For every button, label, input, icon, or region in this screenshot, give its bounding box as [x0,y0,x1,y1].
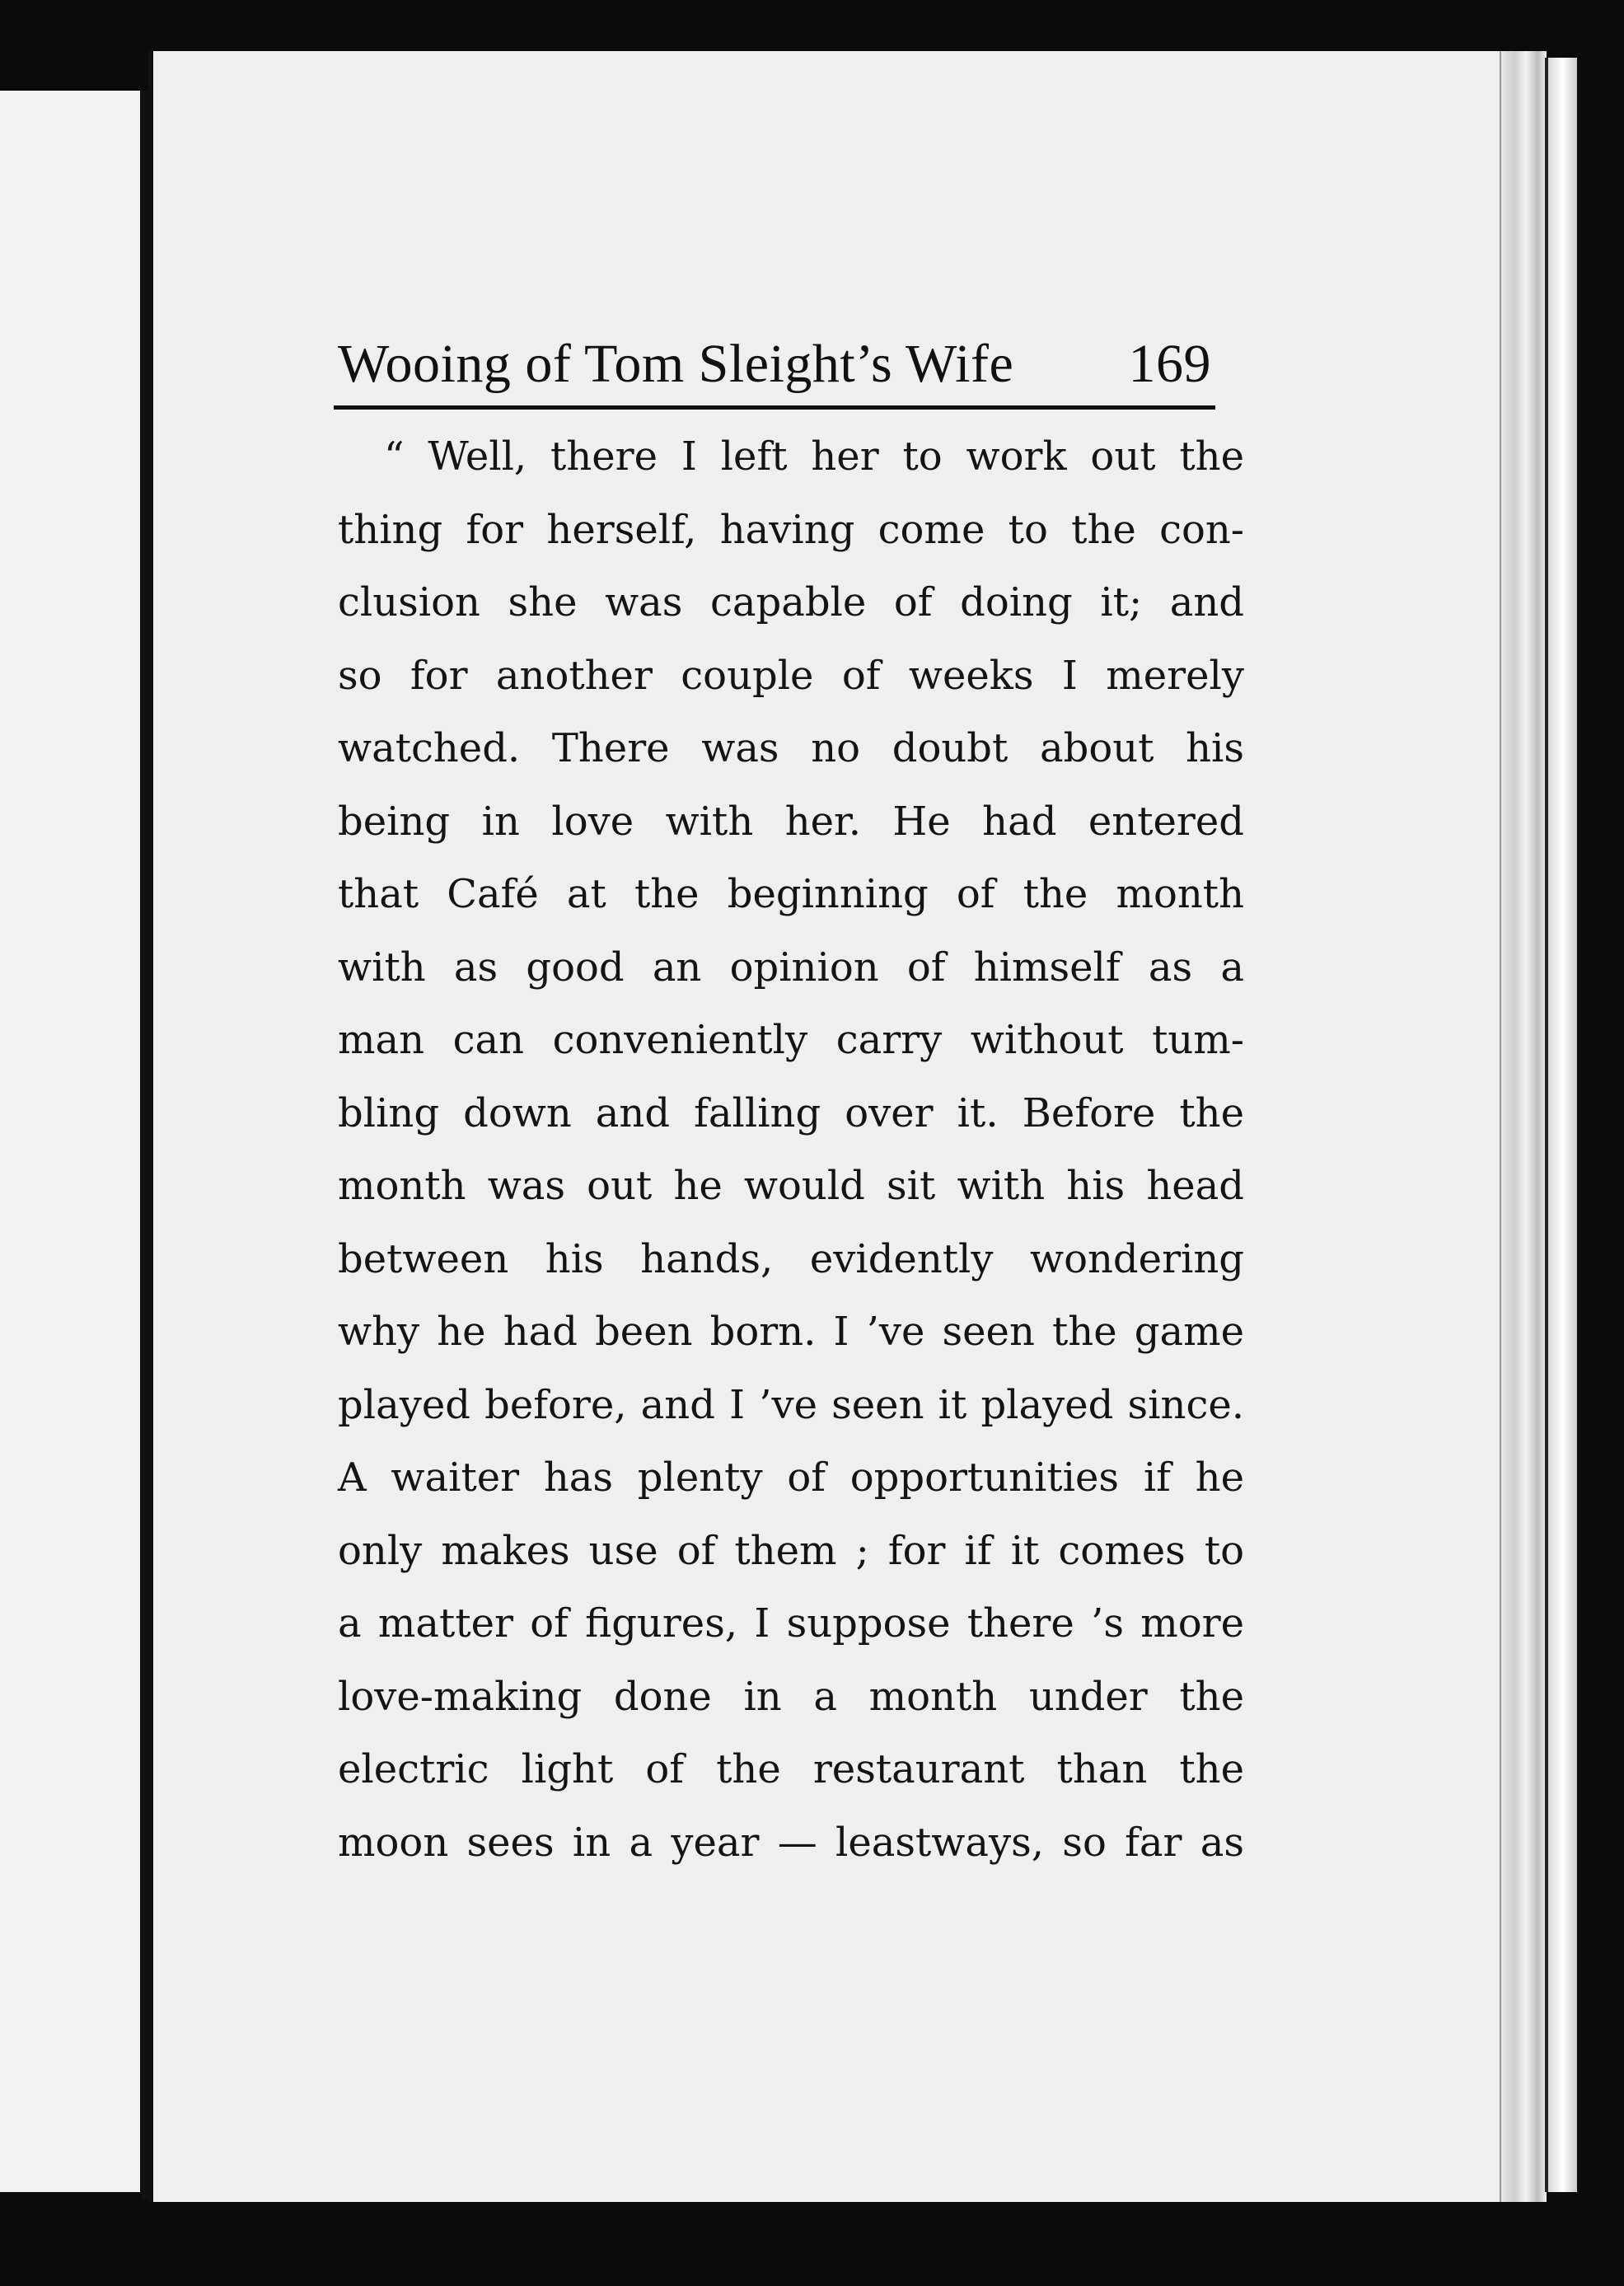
header-rule [334,405,1215,410]
text-line: watched. There was no doubt about his [338,725,1244,771]
text-line: played before, and I ’ve seen it played since. [338,1381,1244,1428]
text-line: electric light of the restaurant than the [338,1746,1244,1792]
text-line: between his hands, evidently wondering [338,1235,1244,1282]
text-line: love-making done in a month under the [338,1673,1244,1720]
book-gutter [142,91,148,2200]
text-line: only makes use of them ; for if it comes to [338,1527,1244,1574]
text-line: “ Well, there I left her to work out the [384,433,1244,480]
page-number: 169 [1128,334,1211,394]
text-line: with as good an opinion of himself as a [338,944,1244,991]
text-line: so for another couple of weeks I merely [338,652,1244,699]
text-line: why he had been born. I ’ve seen the game [338,1309,1244,1355]
text-line: month was out he would sit with his head [338,1163,1244,1209]
text-line: a matter of figures, I suppose there ’s more [338,1600,1244,1647]
running-head [338,297,1211,396]
text-line: that Café at the beginning of the month [338,871,1244,917]
body-text [338,420,1244,1879]
text-line: A waiter has plenty of opportunities if he [338,1455,1244,1501]
page-stack-edge [1500,51,1547,2202]
text-line: clusion she was capable of doing it; and [338,579,1244,625]
text-line: bling down and falling over it. Before the [338,1089,1244,1136]
text-line: moon sees in a year — leastways, so far as [338,1819,1244,1866]
running-head-title: Wooing of Tom Sleight’s Wife [338,334,1014,394]
facing-page-edge [0,91,140,2192]
text-line: man can conveniently carry without tum- [338,1017,1244,1063]
text-line: being in love with her. He had entered [338,798,1244,845]
book-cover-edge [1545,58,1577,2192]
text-line: thing for herself, having come to the con- [338,506,1244,553]
